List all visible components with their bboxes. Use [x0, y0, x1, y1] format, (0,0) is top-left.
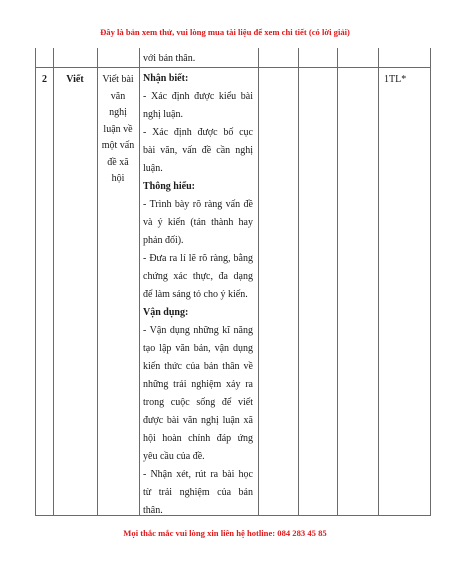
- content-heading: Nhận biết:: [143, 73, 189, 84]
- content-line: - Đưa ra lí lẽ rõ ràng, bằng: [143, 253, 253, 264]
- column-border: [258, 48, 259, 516]
- content-line: trong cuộc sống để viết: [143, 397, 253, 408]
- content-heading: Vận dụng:: [143, 307, 189, 318]
- content-line: - Trình bày rõ ràng vấn đề: [143, 199, 253, 210]
- content-line: kiến thức của bản thân về: [143, 361, 253, 372]
- column-border: [139, 48, 140, 516]
- skill-cell: Viết: [66, 74, 84, 85]
- unit-line: luận về: [103, 123, 133, 135]
- unit-line: hội: [111, 173, 125, 184]
- question-count: 1TL*: [384, 74, 407, 85]
- content-line: chứng xác thực, đa dạng: [143, 271, 253, 282]
- unit-line: nghị: [109, 107, 127, 118]
- content-line: tạo lập văn bản, vận dụng: [143, 343, 253, 354]
- content-line: thân.: [143, 505, 163, 516]
- content-line: từ trải nghiệm của bản: [143, 487, 253, 498]
- content-line: bài văn, vấn đề cần nghị: [143, 145, 253, 156]
- unit-line: đề xã: [107, 156, 129, 168]
- column-border: [298, 48, 299, 516]
- requirement-content-cell: [143, 70, 253, 520]
- unit-line: Viết bài: [102, 74, 134, 85]
- column-border: [35, 48, 36, 516]
- content-line: - Xác định được kiểu bài: [143, 91, 253, 102]
- content-line: và ý kiến (tán thành hay: [143, 217, 253, 228]
- hotline-banner: Mọi thắc mắc vui lòng xin liên hệ hotline: 084 283 45 85: [123, 528, 327, 538]
- preview-notice-banner: Đây là bản xem thử, vui lòng mua tài liệu để xem chi tiết (có lời giải): [100, 27, 350, 37]
- content-line: để làm sáng tỏ cho ý kiến.: [143, 289, 248, 300]
- content-heading: Thông hiểu:: [143, 181, 195, 192]
- content-line: những trải nghiệm xảy ra: [143, 379, 253, 390]
- content-line: yêu cầu của đề.: [143, 451, 205, 462]
- unit-line: văn: [110, 90, 126, 102]
- row-number: 2: [42, 74, 47, 85]
- content-line: nghị luận.: [143, 109, 183, 120]
- previous-row-text: với bản thân.: [143, 53, 196, 64]
- row-divider-top: [35, 67, 431, 68]
- unit-line: một vấn: [101, 140, 135, 151]
- column-border: [430, 48, 431, 516]
- column-border: [337, 48, 338, 516]
- content-line: phản đối).: [143, 235, 184, 246]
- column-border: [378, 48, 379, 516]
- content-line: - Vận dụng những kĩ năng: [143, 325, 253, 336]
- column-border: [53, 48, 54, 516]
- content-line: luận.: [143, 163, 163, 174]
- content-line: hội hoàn chỉnh đáp ứng: [143, 433, 253, 444]
- unit-cell: [97, 72, 139, 188]
- content-line: - Xác định được bố cục: [143, 127, 253, 138]
- content-line: - Nhận xét, rút ra bài học: [143, 469, 253, 480]
- content-line: được bài văn nghị luận xã: [143, 415, 253, 426]
